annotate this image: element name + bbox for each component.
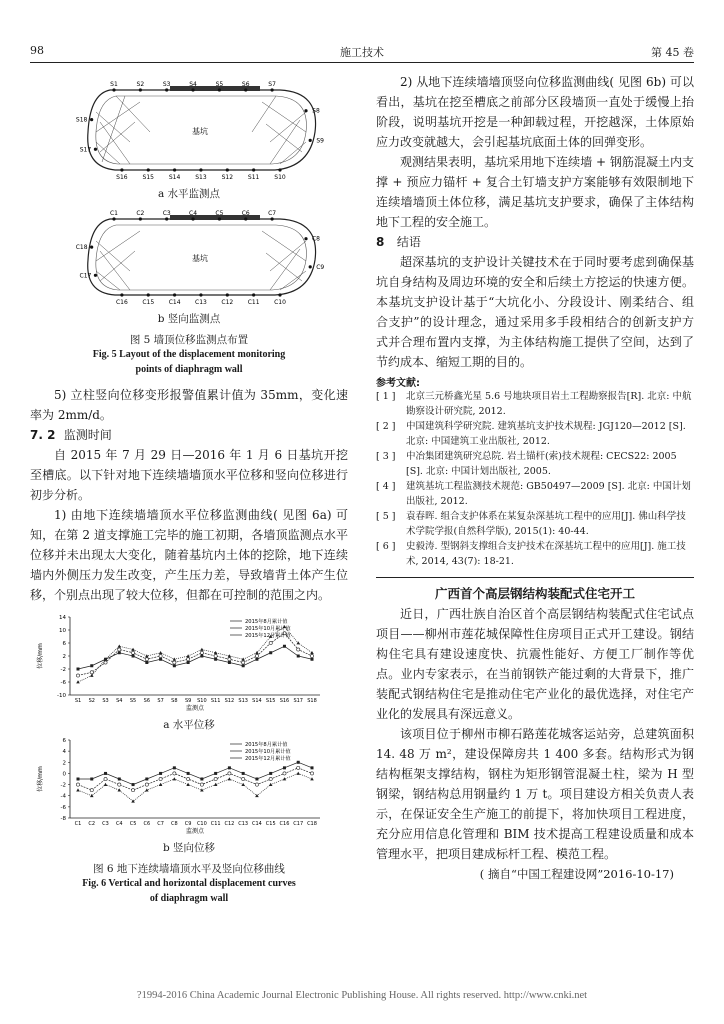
section-8-heading [376,232,694,252]
y-axis-label: 位移/mm [37,643,44,669]
monitor-point-label: S16 [116,174,128,180]
data-point [76,783,79,786]
monitor-point-label: C7 [268,210,277,217]
monitor-point-label: C6 [241,210,250,217]
monitor-point-label: C16 [115,299,128,305]
data-point [173,657,177,660]
reference-text: 北京三元桥鑫光星 5.6 号地块项目岩土工程勘察报告[R]. 北京: 中航勘察设计研究院, 2012. [406,391,692,417]
reference-number: [ 1 ] [376,391,396,402]
figure-5b-label: b 竖向监测点 [157,313,221,325]
monitor-point-label: C4 [189,210,198,217]
x-tick-label: C5 [129,821,137,827]
series-line [78,773,312,801]
data-point [173,772,176,775]
monitor-point [252,168,255,171]
monitor-point [252,293,255,296]
data-point [311,766,314,769]
data-point [297,655,300,658]
x-tick-label: C7 [157,821,164,827]
monitor-point-label: S14 [168,174,181,180]
data-point [214,772,217,775]
legend-entry: 2015年12月累计值 [245,633,291,639]
figure-6a-chart [30,611,348,711]
monitor-point-label: C11 [247,299,260,305]
monitor-point-label: S18 [75,116,88,124]
y-tick-label: -10 [57,693,66,699]
reference-number: [ 5 ] [376,511,396,522]
monitor-point [270,88,273,91]
data-point [310,777,314,780]
data-point [228,772,231,775]
paragraph-conclusion: 超深基坑的支护设计关键技术在于同时要考虑到确保基坑自身结构及周边环境的安全和后续土方挖运的快速方便。本基坑支护设计基于“大坑化小、分段设计、刚柔结合、组合支护”的设计理念，通过采用多手段相结合的创新支护方式并合理布置内支撑，为主体结构施工提供了空间，达到了节约成本、缩短工期的目的。 [376,255,694,369]
monitor-point-label: S4 [189,81,197,88]
data-point [269,783,273,786]
data-point [159,651,163,654]
header-rule [30,62,694,63]
x-tick-label: C17 [293,821,304,827]
monitor-point-label: S12 [221,174,234,180]
x-tick-label: C14 [252,821,262,827]
reference-text: 史毅涛. 型钢斜支撑组合支护技术在深基坑工程中的应用[J]. 施工技术, 2014, 43(7): 18-21. [406,541,686,567]
data-point [90,664,93,667]
reference-number: [ 2 ] [376,421,396,432]
data-point [145,661,148,664]
data-point [296,772,300,775]
section-8-number: 8 [376,235,385,249]
reference-number: [ 4 ] [376,481,396,492]
section-7-2-heading [30,425,348,445]
y-tick-label: 6 [62,641,66,647]
reference-text: 中冶集团建筑研究总院. 岩土锚杆(索)技术规程: CECS22: 2005 [S]. 北京: 中国计划出版社, 2005. [406,451,677,477]
monitor-point-label: S3 [162,81,171,88]
data-point [132,783,135,786]
figure-5-caption-cn: 图 5 墙顶位移监测点布置 [129,334,249,346]
figure-6a-label: a 水平位移 [163,719,215,731]
data-point [310,651,314,654]
pit-label-b: 基坑 [192,254,208,263]
x-tick-label: S18 [307,698,317,704]
paragraph-horizontal-analysis: 1) 由地下连续墙墙顶水平位移监测曲线( 见图 6a) 可知，在第 2 道支撑施工完毕的施工初期，各墙顶监测点水平位移并未出现太大变化，随着基坑内土体的挖除，地下连续墙内外侧压力发生改变，产生压力差，导致墙背土体产生位移，个别点出现了较大位移，但都在可控制的范围之内。 [30,508,348,602]
section-7-2-title: 监测时间 [63,428,112,442]
data-point [77,668,80,671]
data-point [297,761,300,764]
data-point [228,766,231,769]
x-tick-label: S1 [74,698,82,704]
figure-5b-plan [30,205,348,305]
data-point [187,772,190,775]
support-truss-left [96,96,150,164]
news-title: 广西首个高层钢结构装配式住宅开工 [434,586,635,601]
data-point [214,654,217,657]
data-point [76,680,80,683]
data-point [242,664,245,667]
data-point [241,783,245,786]
x-tick-label: C1 [74,821,82,827]
right-column [376,72,694,884]
news-paragraph-1: 近日，广西壮族自治区首个高层钢结构装配式住宅试点项目——柳州市莲花城保障性住房项目正式开工建设。钢结构住宅具有建设速度快、抗震性能好、方便工厂制作等优点。业内专家表示，在当前钢铁产能过剩的大背景下，推广装配式钢结构住宅是推动住宅产业化的最优选择，对住宅产业化的发展具有深远意义。 [376,607,694,721]
page-number: 98 [30,44,44,57]
monitor-point [90,246,93,249]
monitor-point [191,88,194,91]
monitor-point [226,168,229,171]
monitor-point-label: C15 [142,299,155,305]
data-point [104,783,108,786]
monitor-point [226,293,229,296]
monitor-point-label: S7 [268,81,276,88]
data-point [310,654,313,657]
reference-item [376,509,694,539]
data-point [173,661,176,664]
x-tick-label: C11 [210,821,221,827]
monitor-point-label: C10 [274,299,286,305]
monitor-point-label: C8 [311,235,321,243]
reference-item [376,539,694,569]
section-8-title: 结语 [396,235,421,249]
news-divider [376,577,694,578]
monitor-point [199,168,202,171]
data-point [76,674,79,677]
data-point [242,772,245,775]
x-tick-label: S17 [293,698,304,704]
monitor-point-label: S13 [195,174,207,180]
monitor-point-label: S17 [79,146,92,154]
data-point [200,655,203,658]
reference-item [376,449,694,479]
x-tick-label: S15 [265,698,276,704]
data-point [200,783,203,786]
x-tick-label: S6 [143,698,151,704]
x-tick-label: S7 [157,698,164,704]
data-point [255,658,258,661]
volume-label: 第 45 卷 [651,46,694,59]
page-header [30,44,694,62]
x-tick-label: S5 [129,698,137,704]
data-point [131,789,134,792]
reference-number: [ 3 ] [376,451,396,462]
page-footer: ?1994-2016 China Academic Journal Electronic Publishing House. All rights reserved. http://www.cnki.net [136,990,588,1001]
series-line [78,646,312,669]
monitor-point-label: S15 [142,174,154,180]
y-tick-label: 2 [62,760,66,767]
data-point [187,658,190,661]
monitor-point [244,217,247,220]
data-point [173,777,177,780]
data-point [269,641,272,644]
data-point [145,658,148,661]
data-point [214,777,217,780]
data-point [104,661,107,664]
x-tick-label: S10 [197,698,207,704]
reference-item [376,389,694,419]
x-tick-label: C8 [171,821,178,827]
data-point [228,777,232,780]
support-truss-b-right [262,231,306,290]
data-point [269,777,272,780]
y-tick-label: -2 [60,782,66,789]
figure-5-caption-en-2: points of diaphragm wall [135,364,243,375]
data-point [311,658,314,661]
data-point [187,777,190,780]
x-tick-label: C2 [88,821,96,827]
x-tick-label: S8 [171,698,178,704]
y-tick-label: -6 [60,680,66,686]
y-tick-label: -8 [60,816,66,822]
figure-6-caption-en-1: Fig. 6 Vertical and horizontal displacement curves [82,878,296,889]
monitor-point-label: C5 [215,210,224,217]
series-line [78,762,312,784]
monitor-point-label: S8 [312,107,320,115]
data-point [104,777,107,780]
data-point [118,778,121,781]
x-tick-label: C12 [224,821,235,827]
y-tick-label: 14 [59,615,66,621]
monitor-point [191,217,194,220]
monitor-point [120,168,123,171]
y-tick-label: -2 [60,667,66,673]
reference-text: 袁春晖. 组合支护体系在某复杂深基坑工程中的应用[J]. 佛山科学技术学院学报(自然科学版), 2015(1): 40-44. [406,511,686,537]
x-tick-label: C6 [143,821,151,827]
monitor-point [112,217,115,220]
x-tick-label: C10 [196,821,207,827]
monitor-point [278,168,281,171]
data-point [90,778,93,781]
monitor-point [304,237,307,240]
paragraph-observation-results: 观测结果表明，基坑采用地下连续墙 + 钢筋混凝土内支撑 + 预应力锚杆 + 复合土钉墙支护方案能够有效限制地下连续墙墙顶土体位移，满足基坑支护要求，确保了主体结构地下工程的安全施工。 [376,155,694,229]
left-column [30,72,348,906]
data-point [310,772,313,775]
reference-item [376,419,694,449]
reference-text: 中国建筑科学研究院. 建筑基坑支护技术规程: JGJ120—2012 [S]. 北京: 中国建筑工业出版社, 2012. [406,421,686,447]
monitor-point-label: C1 [109,210,119,217]
data-point [118,651,121,654]
monitor-point [94,148,97,151]
monitor-point [94,274,97,277]
data-point [173,766,176,769]
x-axis-label: 监测点 [185,705,205,711]
data-point [283,645,286,648]
x-tick-label: S11 [210,698,221,704]
data-point [228,661,231,664]
monitor-point-label: S11 [247,174,260,180]
data-point [77,778,80,781]
data-point [297,766,300,769]
x-tick-label: S4 [116,698,123,704]
data-point [159,777,162,780]
monitor-point-label: C2 [136,210,145,217]
data-point [117,644,121,647]
news-paragraph-2: 该项目位于柳州市柳石路莲花城客运站旁，总建筑面积 14. 48 万 m²，建设保障房共 1 400 多套。结构形式为钢结构框架支撑结构，钢柱为矩形钢管混凝土柱，梁为 H 型钢梁，钢结构总用钢量约 1 万 t。项目建设方相关负责人表示，在保证安全生产施工的前提下，将加快项目工程进度，充分应用信息化管理和 BIM 技术提高工程建设质量和成本管理水平，把项目建成标杆工程、模范工程。 [376,727,694,861]
data-point [255,651,259,654]
data-point [200,778,203,781]
data-point [159,654,162,657]
y-tick-label: 4 [62,749,66,756]
legend-entry: 2015年12月累计值 [245,756,291,762]
paragraph-vertical-analysis: 2) 从地下连续墙墙顶竖向位移监测曲线( 见图 6b) 可以看出，基坑在挖至槽底之前部分区段墙顶一直处于缓慢上抬阶段，说明基坑开挖是一种卸载过程，开挖越深，土体原始应力改变就越大，会引起基坑底面土体的回弹变形。 [376,75,694,149]
monitor-point [173,168,176,171]
data-point [242,777,245,780]
x-tick-label: S12 [224,698,235,704]
legend-entry: 2015年10月累计值 [245,626,291,632]
legend-entry: 2015年10月累计值 [245,749,291,755]
monitor-point [218,217,221,220]
monitor-point-label: C14 [168,299,181,305]
support-truss-b-left [96,231,140,290]
data-point [255,654,258,657]
monitor-point-label: S6 [241,81,250,88]
data-point [90,674,94,677]
data-point [283,766,286,769]
pit-label: 基坑 [192,127,208,136]
monitor-point [270,217,273,220]
data-point [118,648,121,651]
monitor-point-label: S5 [215,81,224,88]
monitor-point-label: C12 [221,299,234,305]
series-line [78,633,312,675]
x-tick-label: C18 [307,821,317,827]
y-axis-label: 位移/mm [37,766,44,792]
section-7-2-number: 7. 2 [30,428,56,442]
y-tick-label: -4 [60,793,66,800]
monitor-point [278,293,281,296]
data-point [90,671,93,674]
x-tick-label: S14 [252,698,262,704]
data-point [200,651,203,654]
figure-6b-chart [30,734,348,834]
data-point [255,778,258,781]
figure-5-caption-en-1: Fig. 5 Layout of the displacement monitoring [92,349,286,360]
figure-6-caption-en-2: of diaphragm wall [149,893,229,904]
x-tick-label: S2 [88,698,95,704]
data-point [186,654,190,657]
figure-5 [30,72,348,377]
data-point [242,661,245,664]
figure-6 [30,611,348,906]
data-point [297,648,300,651]
monitor-point [90,118,93,121]
paragraph-monitoring-time: 自 2015 年 7 月 29 日—2016 年 1 月 6 日基坑开挖至槽底。以下针对地下连续墙墙顶水平位移和竖向位移进行初步分析。 [30,448,348,502]
data-point [283,772,286,775]
data-point [269,651,272,654]
monitor-point [147,168,150,171]
monitor-point [218,88,221,91]
x-tick-label: C9 [184,821,192,827]
monitor-point [173,293,176,296]
monitor-point [139,88,142,91]
monitor-point [165,88,168,91]
x-tick-label: S13 [238,698,248,704]
monitor-point-label: S9 [316,137,325,145]
data-point [200,648,204,651]
data-point [173,664,176,667]
x-tick-label: C13 [238,821,249,827]
data-point [187,661,190,664]
references-heading: 参考文献: [376,378,420,389]
monitor-point [199,293,202,296]
legend-entry: 2015年8月累计值 [245,619,288,625]
y-tick-label: -6 [60,804,66,811]
data-point [269,772,272,775]
data-point [132,655,135,658]
figure-6-caption-cn: 图 6 地下连续墙墙顶水平及竖向位移曲线 [93,863,285,875]
monitor-point-label: C18 [75,244,88,252]
data-point [228,658,231,661]
monitor-point [244,88,247,91]
data-point [131,651,134,654]
y-tick-label: 10 [59,628,66,634]
x-tick-label: C15 [265,821,276,827]
data-point [159,772,162,775]
x-tick-label: C3 [102,821,109,827]
reference-text: 建筑基坑工程监测技术规范: GB50497—2009 [S]. 北京: 中国计划出版社, 2012. [406,481,691,507]
x-axis-label: 监测点 [185,828,205,834]
monitor-point [309,139,312,142]
data-point [145,783,148,786]
x-tick-label: C16 [279,821,290,827]
paragraph-alarm-value: 5) 立柱竖向位移变形报警值累计值为 35mm，变化速率为 2mm/d。 [30,388,348,422]
data-point [76,788,80,791]
data-point [104,772,107,775]
figure-5a-plan [30,72,348,180]
legend-entry: 2015年8月累计值 [245,742,288,748]
figure-6b-label: b 竖向位移 [162,842,216,854]
monitor-point [112,88,115,91]
y-tick-label: 2 [62,654,66,660]
monitor-point-label: C13 [195,299,207,305]
monitor-point-label: S1 [110,81,118,88]
data-point [90,789,93,792]
figure-5a-label: a 水平监测点 [157,188,221,200]
x-tick-label: S9 [184,698,192,704]
reference-list [376,389,694,569]
monitor-point-label: C3 [162,210,171,217]
x-tick-label: S16 [279,698,290,704]
monitor-point [165,217,168,220]
y-tick-label: 0 [62,771,66,778]
monitor-point-label: S10 [274,174,286,180]
news-source: ( 摘自“中国工程建设网”2016-10-17) [479,867,674,881]
data-point [145,778,148,781]
monitor-point-label: C9 [316,263,325,271]
data-point [159,658,162,661]
monitor-point [304,109,307,112]
reference-item [376,479,694,509]
monitor-point [309,265,312,268]
journal-name: 施工技术 [340,46,384,59]
monitor-point [147,293,150,296]
support-truss-right [252,96,306,164]
monitor-point [120,293,123,296]
data-point [118,783,121,786]
data-point [255,783,258,786]
monitor-point-label: C17 [79,272,92,280]
reference-number: [ 6 ] [376,541,396,552]
x-tick-label: S3 [102,698,109,704]
y-tick-label: 6 [62,738,66,744]
x-tick-label: C4 [115,821,123,827]
monitor-point [139,217,142,220]
monitor-point-label: S2 [136,81,145,88]
data-point [214,658,217,661]
